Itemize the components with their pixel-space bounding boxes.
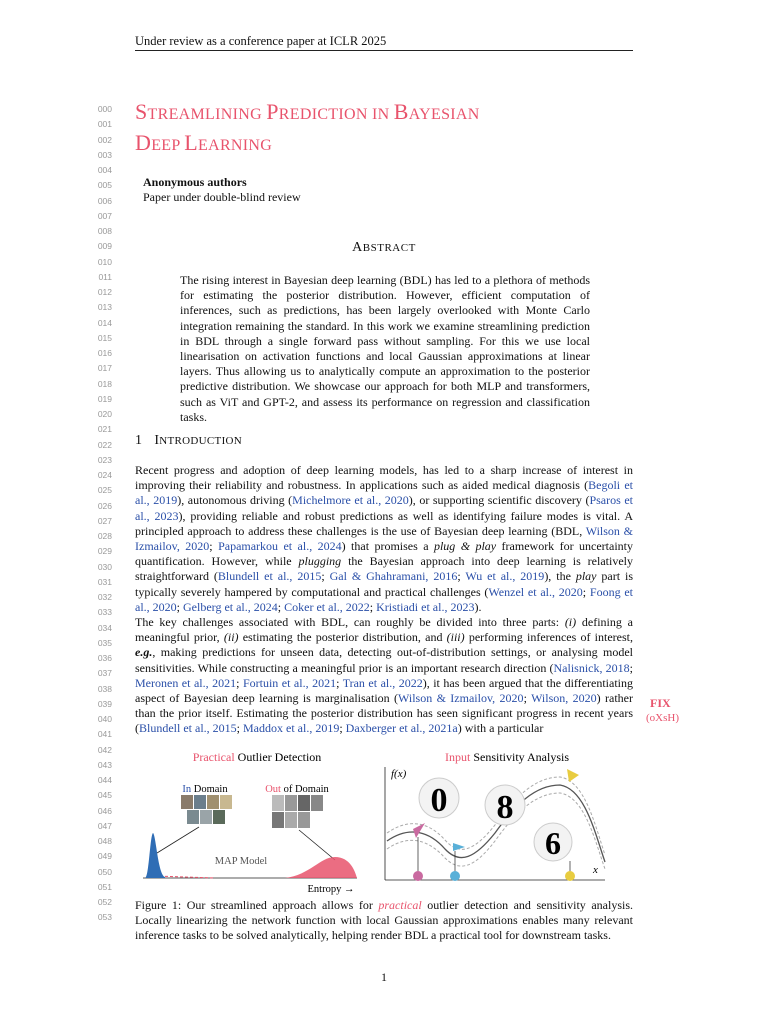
- citation-link[interactable]: Wenzel et al., 2020: [488, 584, 583, 599]
- citation-link[interactable]: Psaros et al., 2023: [135, 493, 633, 523]
- out-of-domain-label: Out of Domain: [265, 784, 329, 795]
- line-number: 037: [97, 668, 112, 679]
- affiliation: Paper under double-blind review: [143, 190, 301, 204]
- line-number: 042: [97, 744, 112, 755]
- line-numbers: [90, 102, 112, 926]
- line-number: 012: [97, 287, 112, 297]
- x-label: x: [593, 864, 598, 876]
- intro-paragraph-1: Recent progress and adoption of deep learning models, has led to a sharp increase of interest in improving their reliability and robustness. In applications such as aided medical diagnosis (Begoli et al., 2019), autonomous driving (Michelmore et al., 2020), or supporting scientific discovery (Psaros et al., 2023), providing reliable and robust predictions as well as identifying failure modes is vital. A principled approach to address these challenges is the use of Bayesian deep learning (BDL, Wilson & Izmailov, 2020; Papamarkou et al., 2024) that promises a plug & play framework for uncertainty quantification. However, while plugging the Bayesian approach into deep learning is relatively straightforward (Blundell et al., 2015; Gal & Ghahramani, 2016; Wu et al., 2019), the play part is typically severely hampered by computational and practical challenges (Wenzel et al., 2020; Foong et al., 2020; Gelberg et al., 2024; Coker et al., 2022; Kristiadi et al., 2023).: [135, 463, 634, 614]
- citation-link[interactable]: Papamarkou et al., 2024: [218, 539, 342, 554]
- citation-link[interactable]: Wilson, 2020: [531, 691, 597, 706]
- line-number: 044: [97, 775, 112, 785]
- in-domain-images: [181, 795, 232, 824]
- line-number: 039: [97, 698, 112, 709]
- citation-link[interactable]: Tran et al., 2022: [342, 675, 423, 690]
- citation-link[interactable]: Gal & Ghahramani, 2016: [329, 569, 458, 584]
- line-number: 029: [97, 546, 112, 557]
- line-number: 027: [97, 515, 112, 526]
- line-number: 000: [97, 104, 112, 114]
- authors: Anonymous authors: [143, 175, 247, 189]
- out-of-domain-images: [272, 795, 323, 828]
- citation-link[interactable]: Blundell et al., 2015: [217, 569, 322, 584]
- citation-link[interactable]: Daxberger et al., 2021a: [345, 721, 458, 736]
- map-model-label: MAP Model: [214, 856, 268, 867]
- line-number: 025: [97, 485, 112, 496]
- citation-link[interactable]: Kristiadi et al., 2023: [376, 599, 475, 614]
- figure-caption: Figure 1: Our streamlined approach allows for practical outlier detection and sensitivity analysis. Locally linearizing the network function with local Gaussian approximations enables many relevant inference tasks to be solved analytically, helping render BDL a practical tool for downstream tasks.: [135, 898, 633, 943]
- line-number: 034: [97, 622, 112, 633]
- digit-bubbles: [419, 778, 572, 861]
- title-line-1: STREAMLINING PREDICTION IN BAYESIAN: [135, 99, 480, 124]
- citation-link[interactable]: Gelberg et al., 2024: [183, 599, 278, 614]
- line-number: 010: [97, 256, 112, 267]
- line-number: 016: [97, 348, 112, 358]
- in-domain-peak: [145, 833, 165, 878]
- citation-link[interactable]: Coker et al., 2022: [284, 599, 370, 614]
- margin-note-fix: FIX: [650, 696, 671, 710]
- abstract-heading: ABSTRACT: [352, 240, 416, 255]
- margin-note-id: (oXsH): [646, 712, 679, 724]
- line-number: 003: [97, 149, 112, 160]
- citation-link[interactable]: Fortuin et al., 2021: [242, 675, 337, 690]
- line-number: 023: [97, 454, 112, 465]
- page-number: 1: [381, 970, 387, 984]
- line-number: 038: [97, 683, 112, 694]
- section-heading: 1 INTRODUCTION: [135, 433, 243, 448]
- line-number: 050: [97, 866, 112, 877]
- line-number: 019: [97, 393, 112, 404]
- line-number: 015: [97, 332, 112, 343]
- line-number: 024: [97, 470, 112, 480]
- left-panel-title: Practical Outlier Detection: [192, 750, 322, 764]
- line-number: 008: [97, 226, 112, 236]
- line-number: 030: [97, 561, 112, 572]
- line-number: 004: [97, 165, 112, 175]
- running-header: Under review as a conference paper at ICLR 2025: [135, 34, 387, 48]
- line-number: 047: [97, 820, 112, 831]
- line-number: 020: [97, 409, 112, 419]
- citation-link[interactable]: Blundell et al., 2015: [139, 721, 237, 736]
- citation-link[interactable]: Michelmore et al., 2020: [292, 493, 409, 508]
- citation-link[interactable]: Begoli et al., 2019: [135, 478, 633, 508]
- line-number: 049: [97, 851, 112, 862]
- line-number: 007: [97, 210, 112, 221]
- line-number: 053: [97, 912, 112, 923]
- line-number: 045: [97, 790, 112, 801]
- line-number: 046: [97, 805, 112, 816]
- citation-link[interactable]: Maddox et al., 2019: [243, 721, 340, 736]
- line-number: 035: [97, 637, 112, 648]
- line-number: 031: [97, 576, 112, 587]
- line-number: 040: [97, 714, 112, 724]
- line-number: 017: [97, 363, 112, 374]
- line-number: 041: [97, 729, 112, 740]
- entropy-axis-label: Entropy →: [307, 884, 355, 895]
- line-number: 002: [97, 134, 112, 145]
- header-rule: [135, 50, 633, 51]
- line-number: 001: [97, 119, 112, 130]
- line-number: 009: [97, 241, 112, 252]
- figure-1: [135, 745, 633, 895]
- line-number: 026: [97, 500, 112, 511]
- line-number: 006: [97, 195, 112, 206]
- line-number: 021: [97, 424, 112, 435]
- intro-paragraph-2: The key challenges associated with BDL, can roughly be divided into three parts: (i) defining a meaningful prior, (ii) estimating the posterior distribution, and (iii) performing inferences of interest, e.g., making predictions for unseen data, detecting out-of-distribution settings, or analysing model sensitivities. While constructing a meaningful prior is an important research direction (Nalisnick, 2018; Meronen et al., 2021; Fortuin et al., 2021; Tran et al., 2022), it has been argued that the differentiating aspect of Bayesian deep learning is marginalisation (Wilson & Izmailov, 2020; Wilson, 2020) rather than the prior itself. Estimating the posterior distribution has seen significant progress in recent years (Blundell et al., 2015; Maddox et al., 2019; Daxberger et al., 2021a) with a particular: [135, 615, 633, 736]
- citation-link[interactable]: Foong et al., 2020: [135, 584, 634, 614]
- fx-label: f(x): [391, 768, 407, 780]
- out-of-domain-peak: [285, 857, 357, 878]
- line-number: 048: [97, 836, 112, 846]
- line-number: 036: [97, 653, 112, 663]
- in-domain-label: In Domain: [182, 784, 228, 795]
- citation-link[interactable]: Nalisnick, 2018: [553, 660, 630, 675]
- abstract-text: The rising interest in Bayesian deep learning (BDL) has led to a plethora of methods for estimating the posterior distribution. However, efficient computation of inferences, such as predictions, has been largely overlooked with Monte Carlo integration remaining the standard. In this work we examine streamlining prediction in BDL through a single forward pass without sampling. For this we use local linearisation on activation functions and local Gaussian approximations at linear layers. Thus allowing us to analytically compute an approximation to the posterior predictive distribution. We showcase our approach for both MLP and transformers, such as ViT and GPT-2, and assess its performance on regression and classification tasks.: [180, 273, 590, 424]
- line-number: 014: [97, 317, 112, 328]
- line-number: 022: [97, 439, 112, 450]
- line-number: 011: [98, 271, 112, 282]
- line-number: 033: [97, 607, 112, 618]
- line-number: 018: [97, 378, 112, 389]
- line-number: 005: [97, 180, 112, 191]
- citation-link[interactable]: Wilson & Izmailov, 2020: [398, 691, 524, 706]
- line-number: 028: [97, 531, 112, 541]
- paper-title: [135, 98, 655, 160]
- citation-link[interactable]: Wu et al., 2019: [465, 569, 545, 584]
- line-number: 051: [97, 881, 112, 892]
- svg-text:0: 0: [430, 782, 448, 819]
- citation-link[interactable]: Wilson & Izmailov, 2020: [135, 523, 633, 554]
- line-number: 043: [97, 759, 112, 770]
- citation-link[interactable]: Meronen et al., 2021: [135, 675, 237, 690]
- line-number: 052: [97, 897, 112, 907]
- line-number: 013: [97, 302, 112, 313]
- svg-text:8: 8: [496, 789, 514, 826]
- line-number: 032: [97, 592, 112, 602]
- title-line-2: DEEP LEARNING: [135, 130, 273, 155]
- svg-text:6: 6: [545, 825, 561, 861]
- right-panel-title: Input Sensitivity Analysis: [444, 750, 570, 764]
